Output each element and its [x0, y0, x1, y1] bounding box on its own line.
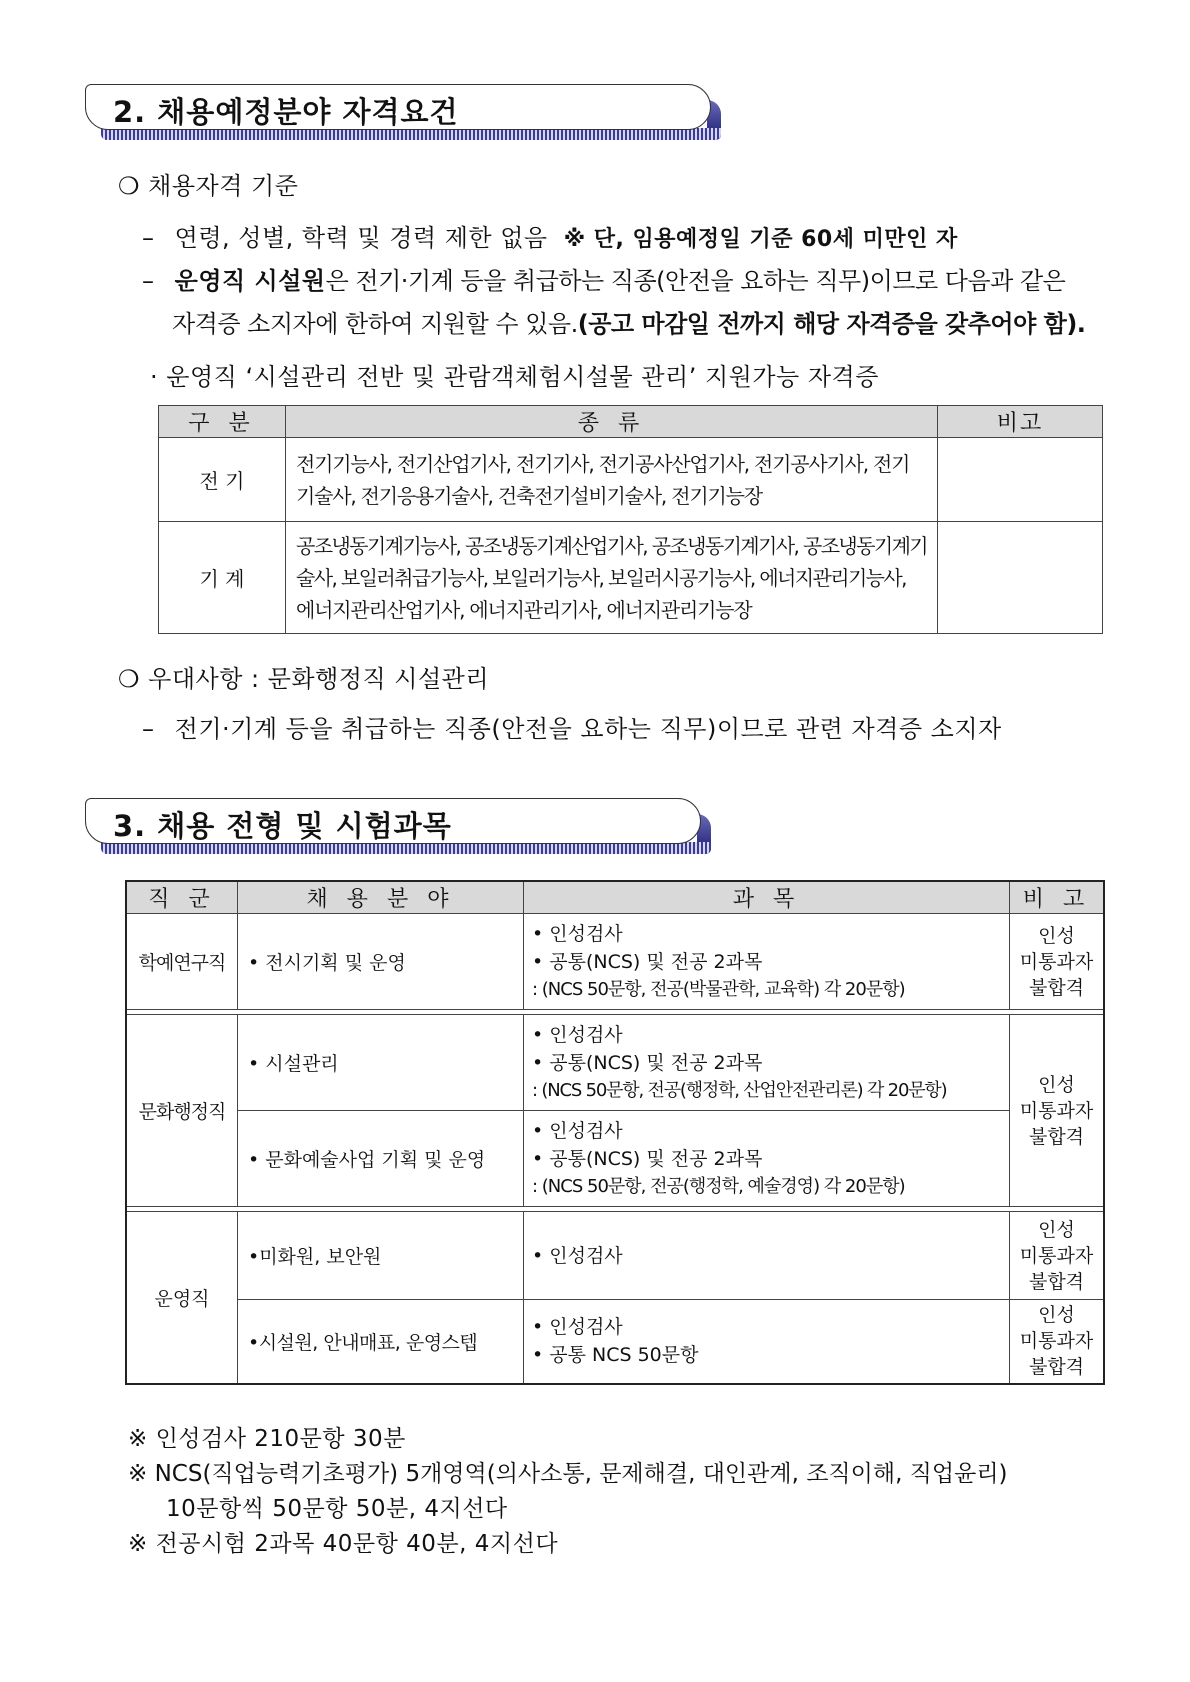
remark-cell — [1010, 1212, 1105, 1300]
section2-title: 2. 채용예정분야 자격요건 — [113, 95, 459, 129]
table-row — [126, 1015, 1104, 1111]
table-row — [159, 522, 1103, 634]
col-category: 구 분 — [159, 406, 286, 438]
cert-note-electric — [938, 438, 1103, 522]
subject-cell — [524, 1300, 1010, 1384]
subject-line: : (NCS 50문항, 전공(행정학, 산업안전관리론) 각 20문항) — [532, 1079, 947, 1101]
field-cell: • 시설관리 — [238, 1015, 524, 1111]
table-row — [126, 1111, 1104, 1207]
cert-list-mechanical — [286, 522, 938, 634]
cert-category-mechanical: 기 계 — [159, 522, 286, 634]
subject-line: • 인성검사 — [532, 1316, 623, 1339]
item2-bold: 운영직 시설원 — [174, 267, 326, 295]
subject-line: • 공통(NCS) 및 전공 2과목 — [532, 950, 763, 973]
item2-text: 은 전기·기계 등을 취급하는 직종(안전을 요하는 직무)이므로 다음과 같은 — [325, 267, 1066, 295]
qualification-item-2 — [142, 261, 1065, 296]
col-type: 종 류 — [286, 406, 938, 438]
cert-line: 술사, 보일러취급기능사, 보일러기능사, 보일러시공기능사, 에너지관리기능사, — [296, 565, 906, 590]
remark-line: 미통과자 — [1019, 1099, 1094, 1122]
dash: – — [142, 715, 155, 743]
cert-table — [158, 405, 1103, 634]
subject-line: : (NCS 50문항, 전공(행정학, 예술경영) 각 20문항) — [532, 1175, 905, 1197]
remark-line: 미통과자 — [1019, 1330, 1094, 1353]
qualification-item-1 — [142, 218, 958, 253]
cert-category-electric: 전 기 — [159, 438, 286, 522]
remark-line: 불합격 — [1028, 1125, 1085, 1148]
group-name-operations: 운영직 — [126, 1212, 238, 1384]
field-cell: • 문화예술사업 기획 및 운영 — [238, 1111, 524, 1207]
subject-line: • 인성검사 — [532, 1023, 623, 1046]
group-name-curator: 학예연구직 — [126, 914, 238, 1010]
cert-note-mechanical — [938, 522, 1103, 634]
col-job-group: 직 군 — [126, 881, 238, 914]
dash: – — [142, 267, 155, 295]
item2-text2: 자격증 소지자에 한하여 지원할 수 있음. — [172, 310, 578, 338]
item2-bold2: (공고 마감일 전까지 해당 자격증을 갖추어야 함). — [577, 310, 1086, 338]
exam-table-header — [126, 881, 1104, 914]
subject-line: • 인성검사 — [532, 1244, 623, 1267]
cert-table-header — [159, 406, 1103, 438]
subject-line: : (NCS 50문항, 전공(박물관학, 교육학) 각 20문항) — [532, 978, 905, 1000]
field-cell: •시설원, 안내매표, 운영스텝 — [238, 1300, 524, 1384]
exam-note-2: ※ NCS(직업능력기초평가) 5개영역(의사소통, 문제해결, 대인관계, 조직이해, 직업윤리) — [128, 1461, 1008, 1487]
cert-line: 공조냉동기계기능사, 공조냉동기계산업기사, 공조냉동기계기사, 공조냉동기계기 — [296, 533, 928, 558]
col-field: 채 용 분 야 — [238, 881, 524, 914]
qualification-heading: ❍ 채용자격 기준 — [118, 172, 299, 200]
field-cell: •미화원, 보안원 — [238, 1212, 524, 1300]
subject-cell — [524, 1212, 1010, 1300]
subject-cell — [524, 1111, 1010, 1207]
preference-text: 전기·기계 등을 취급하는 직종(안전을 요하는 직무)이므로 관련 자격증 소지자 — [174, 715, 1002, 743]
table-row — [126, 1212, 1104, 1300]
subject-line: • 공통(NCS) 및 전공 2과목 — [532, 1051, 763, 1074]
remark-line: 불합격 — [1028, 1356, 1085, 1379]
remark-line: 인성 — [1038, 924, 1075, 947]
cert-line: 에너지관리산업기사, 에너지관리기사, 에너지관리기능장 — [296, 597, 752, 622]
exam-table — [125, 880, 1105, 1385]
item1-text: 연령, 성별, 학력 및 경력 제한 없음 — [174, 224, 548, 252]
table-row — [126, 1300, 1104, 1384]
remark-line: 인성 — [1038, 1218, 1075, 1241]
preference-item — [142, 709, 1002, 744]
table-row — [126, 914, 1104, 1010]
table-row — [159, 438, 1103, 522]
dash: – — [142, 224, 155, 252]
qualification-item-2-cont — [172, 304, 1085, 339]
section3-title: 3. 채용 전형 및 시험과목 — [113, 809, 452, 843]
remark-line: 미통과자 — [1019, 950, 1094, 973]
exam-note-2-cont: 10문항씩 50문항 50분, 4지선다 — [166, 1496, 508, 1522]
remark-line: 불합격 — [1028, 1270, 1085, 1293]
remark-line: 미통과자 — [1019, 1244, 1094, 1267]
section3-banner — [85, 798, 711, 854]
subject-cell — [524, 914, 1010, 1010]
cert-list-electric — [286, 438, 938, 522]
exam-note-1: ※ 인성검사 210문항 30분 — [128, 1426, 406, 1452]
group-name-admin: 문화행정직 — [126, 1015, 238, 1207]
section2-banner — [85, 84, 721, 140]
remark-line: 인성 — [1038, 1304, 1075, 1327]
item1-note: ※ 단, 임용예정일 기준 60세 미만인 자 — [563, 227, 958, 252]
subject-cell — [524, 1015, 1010, 1111]
col-note: 비고 — [938, 406, 1103, 438]
remark-line: 불합격 — [1028, 976, 1085, 999]
cert-line: 기술사, 전기응용기술사, 건축전기설비기술사, 전기기능장 — [296, 483, 762, 508]
preference-heading: ❍ 우대사항 : 문화행정직 시설관리 — [118, 665, 490, 693]
subject-line: • 공통 NCS 50문항 — [532, 1344, 699, 1367]
remark-cell — [1010, 914, 1105, 1010]
subject-line: • 인성검사 — [532, 1119, 623, 1142]
col-remark: 비 고 — [1010, 881, 1105, 914]
remark-cell — [1010, 1015, 1105, 1207]
remark-cell — [1010, 1300, 1105, 1384]
cert-subheading: · 운영직 ‘시설관리 전반 및 관람객체험시설물 관리’ 지원가능 자격증 — [150, 363, 879, 391]
subject-line: • 공통(NCS) 및 전공 2과목 — [532, 1147, 763, 1170]
subject-line: • 인성검사 — [532, 922, 623, 945]
exam-note-3: ※ 전공시험 2과목 40문항 40분, 4지선다 — [128, 1531, 559, 1557]
field-cell: • 전시기획 및 운영 — [238, 914, 524, 1010]
remark-line: 인성 — [1038, 1073, 1075, 1096]
cert-line: 전기기능사, 전기산업기사, 전기기사, 전기공사산업기사, 전기공사기사, 전기 — [296, 451, 910, 476]
col-subject: 과 목 — [524, 881, 1010, 914]
